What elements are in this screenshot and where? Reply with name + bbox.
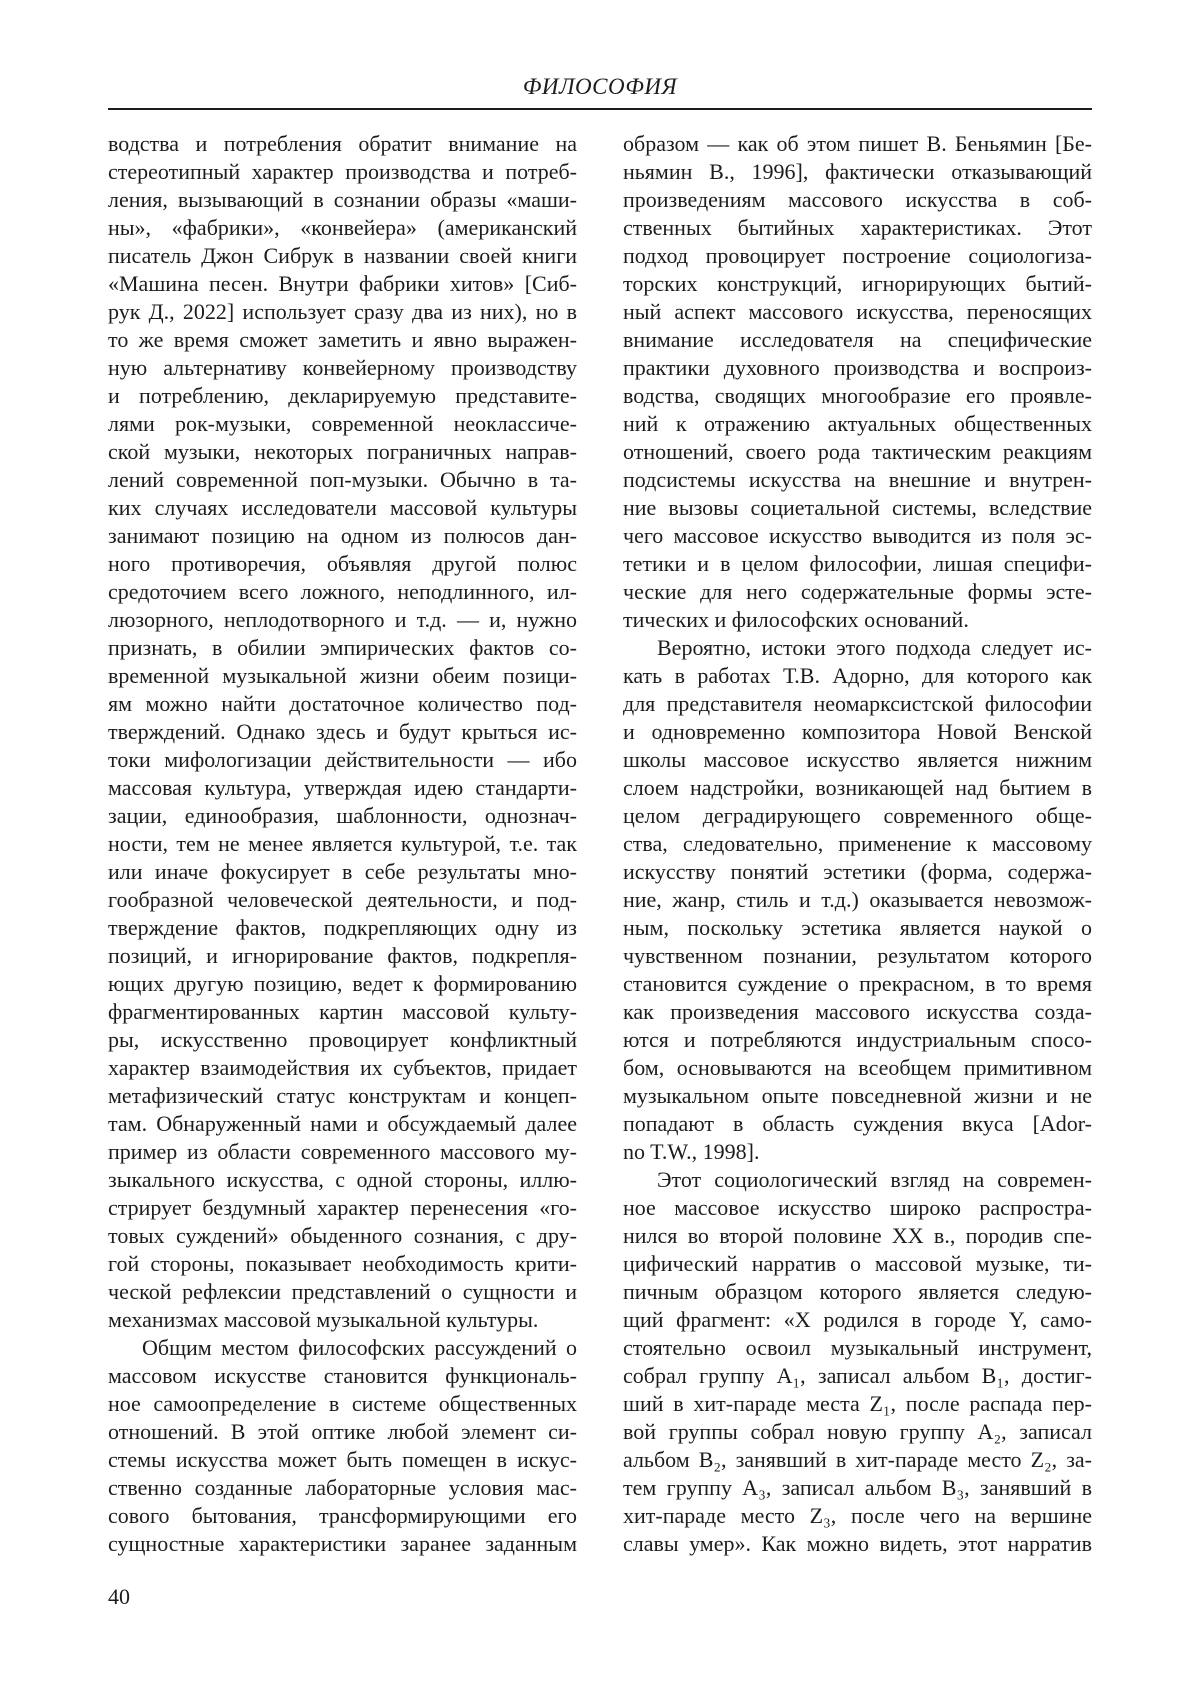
text-line: стрирует бездумный характер перенесения «го- xyxy=(108,1195,577,1220)
text-line: сущностные характеристики заранее заданным xyxy=(108,1531,577,1556)
text-line: вой группы собрал новую группу A₂, записал xyxy=(623,1419,1092,1444)
text-line: отношений, своего рода тактическим реакциям xyxy=(623,439,1092,464)
text-line: ственно созданные лабораторные условия мас- xyxy=(108,1475,577,1500)
text-line: ны», «фабрики», «конвейера» (американский xyxy=(108,215,577,240)
text-line: писатель Джон Сибрук в названии своей книги xyxy=(108,243,577,268)
text-line: чувственном познании, результатом которого xyxy=(623,943,1092,968)
text-line: массовом искусстве становится функциональ- xyxy=(108,1363,577,1388)
text-line: альбом B₂, занявший в хит-параде место Z₂, за- xyxy=(623,1447,1092,1472)
text-line: ких случаях исследователи массовой культуры xyxy=(108,495,577,520)
text-line: ного противоречия, объявляя другой полюс xyxy=(108,551,577,576)
text-line: «Машина песен. Внутри фабрики хитов» [Сиб- xyxy=(108,271,577,296)
text-line: ние, жанр, стиль и т.д.) оказывается невозмож- xyxy=(623,887,1092,912)
text-line: щий фрагмент: «X родился в городе Y, само- xyxy=(623,1307,1092,1332)
text-line: ным, поскольку эстетика является наукой о xyxy=(623,915,1092,940)
text-line: тверждение фактов, подкрепляющих одну из xyxy=(108,915,577,940)
text-line: ный аспект массового искусства, переносящих xyxy=(623,299,1092,324)
text-line: водства, сводящих многообразие его проявле- xyxy=(623,383,1092,408)
text-line: метафизический статус конструктам и концеп- xyxy=(108,1083,577,1108)
text-line: там. Обнаруженный нами и обсуждаемый далее xyxy=(108,1111,577,1136)
text-line: характер взаимодействия их субъектов, придает xyxy=(108,1055,577,1080)
text-line: ственных бытийных характеристиках. Этот xyxy=(623,215,1092,240)
text-line: ческой рефлексии представлений о сущности и xyxy=(108,1279,577,1304)
text-line: ную альтернативу конвейерному производству xyxy=(108,355,577,380)
text-line: стоятельно освоил музыкальный инструмент, xyxy=(623,1335,1092,1360)
text-columns xyxy=(108,130,1092,1558)
text-line: зыкального искусства, с одной стороны, иллю- xyxy=(108,1167,577,1192)
text-line: тетики и в целом философии, лишая специфи- xyxy=(623,551,1092,576)
text-line: позиций, и игнорирование фактов, подкрепля- xyxy=(108,943,577,968)
text-line: для представителя неомарксистской философии xyxy=(623,691,1092,716)
text-line: ньямин В., 1996], фактически отказывающий xyxy=(623,159,1092,184)
text-line: средоточием всего ложного, неподлинного, ил- xyxy=(108,579,577,604)
text-line: цифический нарратив о массовой музыке, ти- xyxy=(623,1251,1092,1276)
text-line: лями рок-музыки, современной неоклассиче- xyxy=(108,411,577,436)
text-line: становится суждение о прекрасном, в то время xyxy=(623,971,1092,996)
text-line: ям можно найти достаточное количество под- xyxy=(108,691,577,716)
header-rule xyxy=(108,108,1092,110)
text-line: чего массовое искусство выводится из поля эс- xyxy=(623,523,1092,548)
text-line: Вероятно, истоки этого подхода следует ис- xyxy=(657,635,1092,660)
text-line: временной музыкальной жизни обеим позици- xyxy=(108,663,577,688)
text-line: собрал группу A₁, записал альбом B₁, достиг- xyxy=(623,1363,1092,1388)
text-line: ства, следовательно, применение к массовому xyxy=(623,831,1092,856)
text-line: Общим местом философских рассуждений о xyxy=(142,1335,577,1360)
text-line: водства и потребления обратит внимание на xyxy=(108,131,577,156)
text-line: фрагментированных картин массовой культу- xyxy=(108,999,577,1024)
text-line: ние вызовы социетальной системы, вследствие xyxy=(623,495,1092,520)
text-line: гообразной человеческой деятельности, и под- xyxy=(108,887,577,912)
text-line: произведениям массового искусства в соб- xyxy=(623,187,1092,212)
left-column xyxy=(108,130,577,1558)
text-line: тических и философских оснований. xyxy=(623,607,969,632)
text-line: товых суждений» обыденного сознания, с дру- xyxy=(108,1223,577,1248)
text-line: ности, тем не менее является культурой, т.е. так xyxy=(108,831,577,856)
text-line: музыкальном опыте повседневной жизни и не xyxy=(623,1083,1092,1108)
text-line: искусству понятий эстетики (форма, содержа- xyxy=(623,859,1092,884)
text-line: или иначе фокусирует в себе результаты мно- xyxy=(108,859,577,884)
text-line: отношений. В этой оптике любой элемент си- xyxy=(108,1419,577,1444)
text-line: ший в хит-параде места Z₁, после распада пер- xyxy=(623,1391,1092,1416)
text-line: как произведения массового искусства созда- xyxy=(623,999,1092,1024)
text-line: практики духовного производства и воспроиз- xyxy=(623,355,1092,380)
text-line: попадают в область суждения вкуса [Ador- xyxy=(623,1111,1092,1136)
text-line: и одновременно композитора Новой Венской xyxy=(623,719,1092,744)
text-line: no T.W., 1998]. xyxy=(623,1139,760,1164)
text-line: кать в работах Т.В. Адорно, для которого как xyxy=(623,663,1092,688)
text-line: подход провоцирует построение социологиза- xyxy=(623,243,1092,268)
text-line: внимание исследователя на специфические xyxy=(623,327,1092,352)
text-line: массовая культура, утверждая идею стандарти- xyxy=(108,775,577,800)
text-line: признать, в обилии эмпирических фактов со- xyxy=(108,635,577,660)
text-line: ры, искусственно провоцирует конфликтный xyxy=(108,1027,577,1052)
text-line: ления, вызывающий в сознании образы «маши- xyxy=(108,187,577,212)
text-line: ются и потребляются индустриальным спосо- xyxy=(623,1027,1092,1052)
text-line: стемы искусства может быть помещен в искус- xyxy=(108,1447,577,1472)
text-line: тверждений. Однако здесь и будут крыться ис- xyxy=(108,719,577,744)
text-line: гой стороны, показывает необходимость крити- xyxy=(108,1251,577,1276)
text-line: подсистемы искусства на внешние и внутрен- xyxy=(623,467,1092,492)
text-line: сового бытования, трансформирующими его xyxy=(108,1503,577,1528)
text-line: слоем надстройки, возникающей над бытием в xyxy=(623,775,1092,800)
text-line: стереотипный характер производства и потреб- xyxy=(108,159,577,184)
text-line: пичным образцом которого является следую- xyxy=(623,1279,1092,1304)
text-line: нился во второй половине XX в., породив спе- xyxy=(623,1223,1092,1248)
text-line: токи мифологизации действительности — ибо xyxy=(108,747,577,772)
text-line: лений современной поп-музыки. Обычно в та- xyxy=(108,467,577,492)
text-line: ческие для него содержательные формы эсте- xyxy=(623,579,1092,604)
text-line: занимают позицию на одном из полюсов дан- xyxy=(108,523,577,548)
text-line: торских конструкций, игнорирующих бытий- xyxy=(623,271,1092,296)
text-line: и потреблению, декларируемую представите- xyxy=(108,383,577,408)
text-line: механизмах массовой музыкальной культуры. xyxy=(108,1307,539,1332)
text-line: люзорного, неплодотворного и т.д. — и, нужно xyxy=(108,607,577,632)
text-line: то же время сможет заметить и явно выражен- xyxy=(108,327,577,352)
text-line: бом, основываются на всеобщем примитивном xyxy=(623,1055,1092,1080)
page-number: 40 xyxy=(108,1584,130,1609)
text-line: тем группу A₃, записал альбом B₃, занявший в xyxy=(623,1475,1092,1500)
text-line: ное самоопределение в системе общественных xyxy=(108,1391,577,1416)
right-column xyxy=(623,130,1092,1558)
text-line: ской музыки, некоторых пограничных направ- xyxy=(108,439,577,464)
text-line: пример из области современного массового му- xyxy=(108,1139,577,1164)
text-line: зации, единообразия, шаблонности, однознач- xyxy=(108,803,577,828)
text-line: ющих другую позицию, ведет к формированию xyxy=(108,971,577,996)
text-line: славы умер». Как можно видеть, этот нарратив xyxy=(623,1531,1092,1556)
text-line: ний к отражению актуальных общественных xyxy=(623,411,1092,436)
running-head-title: ФИЛОСОФИЯ xyxy=(522,74,678,99)
text-line: целом деградирующего современного обще- xyxy=(623,803,1092,828)
text-line: ное массовое искусство широко распростра- xyxy=(623,1195,1092,1220)
text-line: хит-параде место Z₃, после чего на вершине xyxy=(623,1503,1092,1528)
text-line: рук Д., 2022] использует сразу два из них), но в xyxy=(108,299,577,324)
text-line: Этот социологический взгляд на современ- xyxy=(657,1167,1092,1192)
text-line: школы массовое искусство является нижним xyxy=(623,747,1092,772)
text-line: образом — как об этом пишет В. Беньямин [Бе- xyxy=(623,131,1092,156)
